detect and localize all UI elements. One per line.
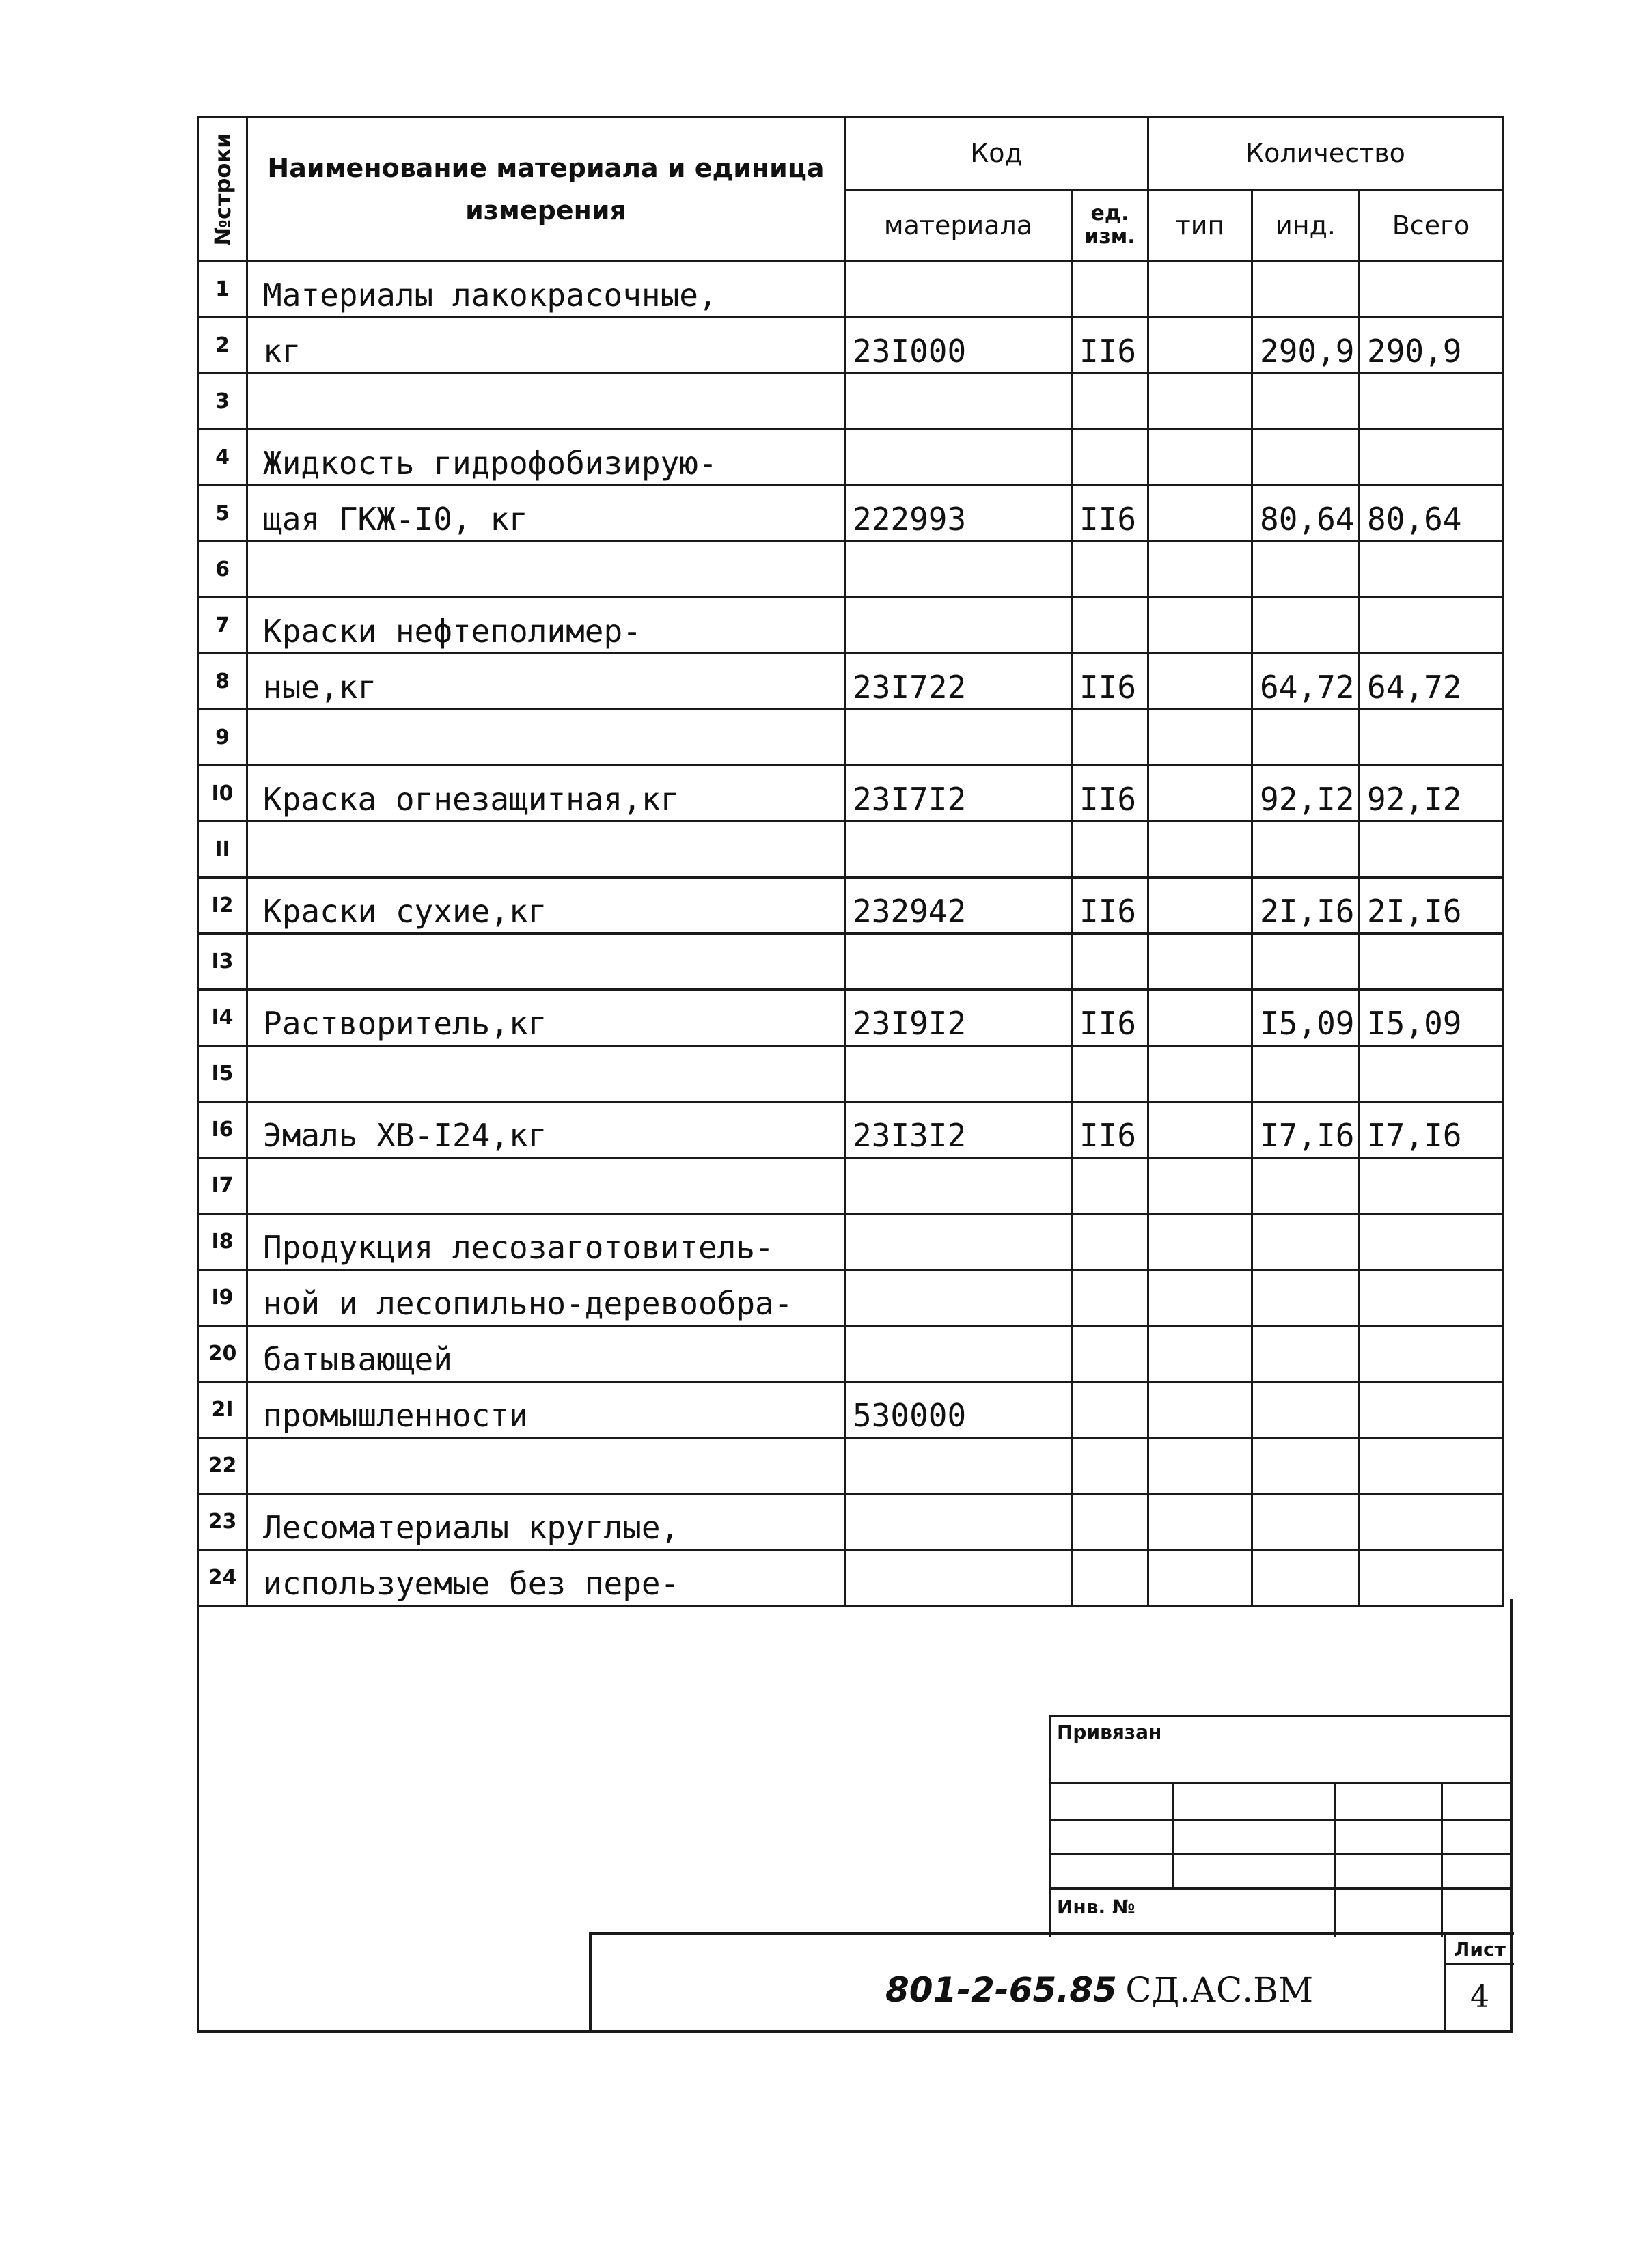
material-name-cell: Жидкость гидрофобизирую- (247, 430, 845, 486)
row-number-cell: 1 (198, 262, 247, 318)
qty-ind-cell (1252, 262, 1360, 318)
qty-ind-cell: I7,I6 (1252, 1102, 1360, 1158)
material-code-cell (845, 262, 1072, 318)
title-block (589, 1932, 1514, 2033)
qty-type-cell (1148, 318, 1252, 374)
materials-table (197, 116, 1504, 1607)
material-code-cell: 222993 (845, 486, 1072, 542)
material-name-cell (247, 374, 845, 430)
material-code-cell: 23I9I2 (845, 990, 1072, 1046)
qty-total-cell: I7,I6 (1360, 1102, 1503, 1158)
row-number-cell: 3 (198, 374, 247, 430)
material-code-header: материала (845, 189, 1072, 262)
qty-total-cell (1360, 1046, 1503, 1102)
table-row (198, 1046, 1503, 1102)
qty-total-cell (1360, 1438, 1503, 1494)
qty-total-cell (1360, 934, 1503, 990)
qty-total-cell: 290,9 (1360, 318, 1503, 374)
qty-ind-cell (1252, 1550, 1360, 1606)
qty-ind-cell (1252, 374, 1360, 430)
material-name-cell: Краска огнезащитная,кг (247, 766, 845, 822)
row-number-cell: 9 (198, 710, 247, 766)
unit-code-cell (1072, 262, 1148, 318)
row-number-cell: I6 (198, 1102, 247, 1158)
qty-ind-cell: I5,09 (1252, 990, 1360, 1046)
row-number-cell: 22 (198, 1438, 247, 1494)
table-row (198, 1102, 1503, 1158)
row-number-cell: 7 (198, 598, 247, 654)
qty-ind-cell (1252, 430, 1360, 486)
qty-ind-cell: 290,9 (1252, 318, 1360, 374)
document-suffix: СД.АС.ВМ (1125, 1970, 1314, 2010)
table-row (198, 1494, 1503, 1550)
material-name-cell: Материалы лакокрасочные, (247, 262, 845, 318)
material-code-cell (845, 1326, 1072, 1382)
material-name-cell: Продукция лесозаготовитель- (247, 1214, 845, 1270)
unit-code-cell (1072, 1382, 1148, 1438)
material-code-cell (845, 1046, 1072, 1102)
qty-type-cell (1148, 1102, 1252, 1158)
qty-total-cell (1360, 1158, 1503, 1214)
unit-code-cell (1072, 1214, 1148, 1270)
table-row (198, 542, 1503, 598)
qty-ind-cell (1252, 1494, 1360, 1550)
material-code-cell (845, 934, 1072, 990)
unit-code-cell (1072, 1046, 1148, 1102)
table-row (198, 1270, 1503, 1326)
row-number-cell: 4 (198, 430, 247, 486)
material-code-cell (845, 430, 1072, 486)
unit-code-cell: II6 (1072, 486, 1148, 542)
document-number: 801-2-65.85 (885, 1970, 1117, 2010)
form-left-border (197, 1599, 199, 2032)
qty-total-cell: I5,09 (1360, 990, 1503, 1046)
stamp-line (1051, 1819, 1513, 1821)
table-row (198, 598, 1503, 654)
material-code-cell (845, 1270, 1072, 1326)
table-row (198, 822, 1503, 878)
row-number-cell: 5 (198, 486, 247, 542)
material-code-cell (845, 374, 1072, 430)
qty-total-cell (1360, 1214, 1503, 1270)
qty-type-cell (1148, 654, 1252, 710)
table-row (198, 374, 1503, 430)
quantity-header: Количество (1148, 117, 1503, 190)
qty-type-cell (1148, 374, 1252, 430)
material-name-cell (247, 542, 845, 598)
attachment-stamp (1049, 1715, 1513, 1937)
qty-type-cell (1148, 262, 1252, 318)
material-code-cell: 23I722 (845, 654, 1072, 710)
table-row (198, 934, 1503, 990)
qty-total-cell (1360, 1494, 1503, 1550)
qty-type-cell (1148, 1158, 1252, 1214)
qty-total-cell (1360, 374, 1503, 430)
material-name-cell: ной и лесопильно-деревообра- (247, 1270, 845, 1326)
material-code-cell (845, 1158, 1072, 1214)
qty-total-cell (1360, 598, 1503, 654)
row-number-cell: I5 (198, 1046, 247, 1102)
unit-code-cell (1072, 598, 1148, 654)
table-row (198, 1382, 1503, 1438)
qty-type-cell (1148, 542, 1252, 598)
material-name-cell: Краски нефтеполимер- (247, 598, 845, 654)
qty-total-cell (1360, 1326, 1503, 1382)
unit-code-cell (1072, 1494, 1148, 1550)
table-row (198, 990, 1503, 1046)
material-name-cell (247, 710, 845, 766)
unit-code-cell: II6 (1072, 990, 1148, 1046)
qty-total-cell (1360, 1270, 1503, 1326)
material-code-cell (845, 1214, 1072, 1270)
material-code-cell: 23I3I2 (845, 1102, 1072, 1158)
sheet-number-box (1444, 1935, 1514, 2033)
material-code-cell: 530000 (845, 1382, 1072, 1438)
qty-ind-cell: 64,72 (1252, 654, 1360, 710)
material-code-cell (845, 1494, 1072, 1550)
qty-ind-cell: 2I,I6 (1252, 878, 1360, 934)
material-name-cell: Эмаль ХВ-I24,кг (247, 1102, 845, 1158)
material-code-cell (845, 1438, 1072, 1494)
material-name-cell: Растворитель,кг (247, 990, 845, 1046)
qty-ind-cell (1252, 598, 1360, 654)
qty-ind-cell (1252, 1214, 1360, 1270)
qty-ind-cell (1252, 1270, 1360, 1326)
row-number-cell: 24 (198, 1550, 247, 1606)
table-row (198, 1550, 1503, 1606)
qty-type-cell (1148, 1326, 1252, 1382)
qty-ind-cell (1252, 934, 1360, 990)
stamp-line (1051, 1782, 1513, 1784)
qty-ind-cell (1252, 822, 1360, 878)
material-code-cell (845, 822, 1072, 878)
qty-total-cell (1360, 430, 1503, 486)
table-row (198, 878, 1503, 934)
qty-type-cell (1148, 990, 1252, 1046)
material-name-cell: щая ГКЖ-I0, кг (247, 486, 845, 542)
sheet-number: 4 (1470, 1980, 1489, 2015)
qty-total-cell (1360, 1382, 1503, 1438)
row-number-cell: I3 (198, 934, 247, 990)
unit-code-cell (1072, 822, 1148, 878)
row-number-cell: 8 (198, 654, 247, 710)
unit-code-cell (1072, 542, 1148, 598)
table-row (198, 1158, 1503, 1214)
material-code-cell: 232942 (845, 878, 1072, 934)
qty-type-cell (1148, 1494, 1252, 1550)
table-row (198, 1214, 1503, 1270)
unit-code-cell (1072, 710, 1148, 766)
material-name-cell: батывающей (247, 1326, 845, 1382)
material-name-cell: Краски сухие,кг (247, 878, 845, 934)
unit-code-cell (1072, 934, 1148, 990)
qty-ind-cell: 92,I2 (1252, 766, 1360, 822)
qty-type-cell (1148, 934, 1252, 990)
qty-ind-header: инд. (1252, 189, 1360, 262)
unit-code-cell (1072, 1438, 1148, 1494)
stamp-line (1051, 1887, 1513, 1890)
row-number-cell: I9 (198, 1270, 247, 1326)
material-name-cell (247, 1438, 845, 1494)
qty-type-cell (1148, 1382, 1252, 1438)
row-number-cell: I7 (198, 1158, 247, 1214)
material-name-cell (247, 934, 845, 990)
stamp-divider (1441, 1782, 1443, 1937)
qty-type-cell (1148, 710, 1252, 766)
table-row (198, 1326, 1503, 1382)
qty-total-cell (1360, 1550, 1503, 1606)
material-code-cell (845, 710, 1072, 766)
material-name-header: Наименование материала и единица измерения (247, 117, 845, 262)
qty-total-cell: 92,I2 (1360, 766, 1503, 822)
unit-code-cell (1072, 1326, 1148, 1382)
row-number-cell: I0 (198, 766, 247, 822)
table-row (198, 262, 1503, 318)
qty-total-header: Всего (1360, 189, 1503, 262)
row-number-cell: 6 (198, 542, 247, 598)
row-number-header: №строки (198, 117, 247, 262)
qty-total-cell: 80,64 (1360, 486, 1503, 542)
attached-label: Привязан (1057, 1721, 1162, 1743)
qty-type-cell (1148, 878, 1252, 934)
unit-code-cell: II6 (1072, 878, 1148, 934)
material-name-cell: используемые без пере- (247, 1550, 845, 1606)
qty-type-cell (1148, 822, 1252, 878)
row-number-cell: 2 (198, 318, 247, 374)
material-code-cell (845, 1550, 1072, 1606)
material-name-cell: Лесоматериалы круглые, (247, 1494, 845, 1550)
qty-type-cell (1148, 766, 1252, 822)
unit-code-cell (1072, 1158, 1148, 1214)
table-row (198, 430, 1503, 486)
unit-code-cell: II6 (1072, 318, 1148, 374)
qty-ind-cell (1252, 542, 1360, 598)
qty-type-cell (1148, 1550, 1252, 1606)
table-body (198, 262, 1503, 1606)
material-name-cell (247, 1158, 845, 1214)
sheet-label: Лист (1446, 1935, 1514, 1965)
code-header: Код (845, 117, 1148, 190)
qty-ind-cell (1252, 1158, 1360, 1214)
qty-ind-cell: 80,64 (1252, 486, 1360, 542)
qty-type-cell (1148, 1438, 1252, 1494)
row-number-cell: I2 (198, 878, 247, 934)
table-row (198, 654, 1503, 710)
row-number-cell: 23 (198, 1494, 247, 1550)
material-name-cell (247, 822, 845, 878)
unit-code-header: ед. изм. (1072, 189, 1148, 262)
qty-type-cell (1148, 598, 1252, 654)
qty-type-header: тип (1148, 189, 1252, 262)
qty-ind-cell (1252, 1438, 1360, 1494)
material-code-cell: 23I7I2 (845, 766, 1072, 822)
stamp-divider (1172, 1782, 1174, 1887)
material-code-cell (845, 542, 1072, 598)
row-number-cell: 20 (198, 1326, 247, 1382)
qty-ind-cell (1252, 1326, 1360, 1382)
row-number-cell: 2I (198, 1382, 247, 1438)
material-name-cell: промышленности (247, 1382, 845, 1438)
unit-code-cell (1072, 1270, 1148, 1326)
material-name-cell (247, 1046, 845, 1102)
qty-total-cell (1360, 542, 1503, 598)
qty-type-cell (1148, 1214, 1252, 1270)
row-number-cell: I4 (198, 990, 247, 1046)
table-row (198, 486, 1503, 542)
material-code-cell: 23I000 (845, 318, 1072, 374)
qty-total-cell (1360, 262, 1503, 318)
qty-total-cell (1360, 822, 1503, 878)
table-row (198, 766, 1503, 822)
qty-type-cell (1148, 1270, 1252, 1326)
material-name-cell: ные,кг (247, 654, 845, 710)
qty-type-cell (1148, 486, 1252, 542)
table-row (198, 1438, 1503, 1494)
row-number-cell: II (198, 822, 247, 878)
table-row (198, 318, 1503, 374)
qty-ind-cell (1252, 710, 1360, 766)
material-code-cell (845, 598, 1072, 654)
qty-ind-cell (1252, 1382, 1360, 1438)
qty-total-cell: 2I,I6 (1360, 878, 1503, 934)
qty-total-cell (1360, 710, 1503, 766)
unit-code-cell: II6 (1072, 766, 1148, 822)
unit-code-cell (1072, 1550, 1148, 1606)
table-row (198, 710, 1503, 766)
stamp-divider (1334, 1782, 1336, 1937)
material-name-cell: кг (247, 318, 845, 374)
unit-code-cell: II6 (1072, 1102, 1148, 1158)
qty-ind-cell (1252, 1046, 1360, 1102)
unit-code-cell: II6 (1072, 654, 1148, 710)
qty-total-cell: 64,72 (1360, 654, 1503, 710)
stamp-line (1051, 1853, 1513, 1855)
unit-code-cell (1072, 430, 1148, 486)
document-code (885, 1970, 1313, 2010)
qty-type-cell (1148, 1046, 1252, 1102)
row-number-cell: I8 (198, 1214, 247, 1270)
unit-code-cell (1072, 374, 1148, 430)
qty-type-cell (1148, 430, 1252, 486)
inventory-number-label: Инв. № (1057, 1896, 1135, 1918)
